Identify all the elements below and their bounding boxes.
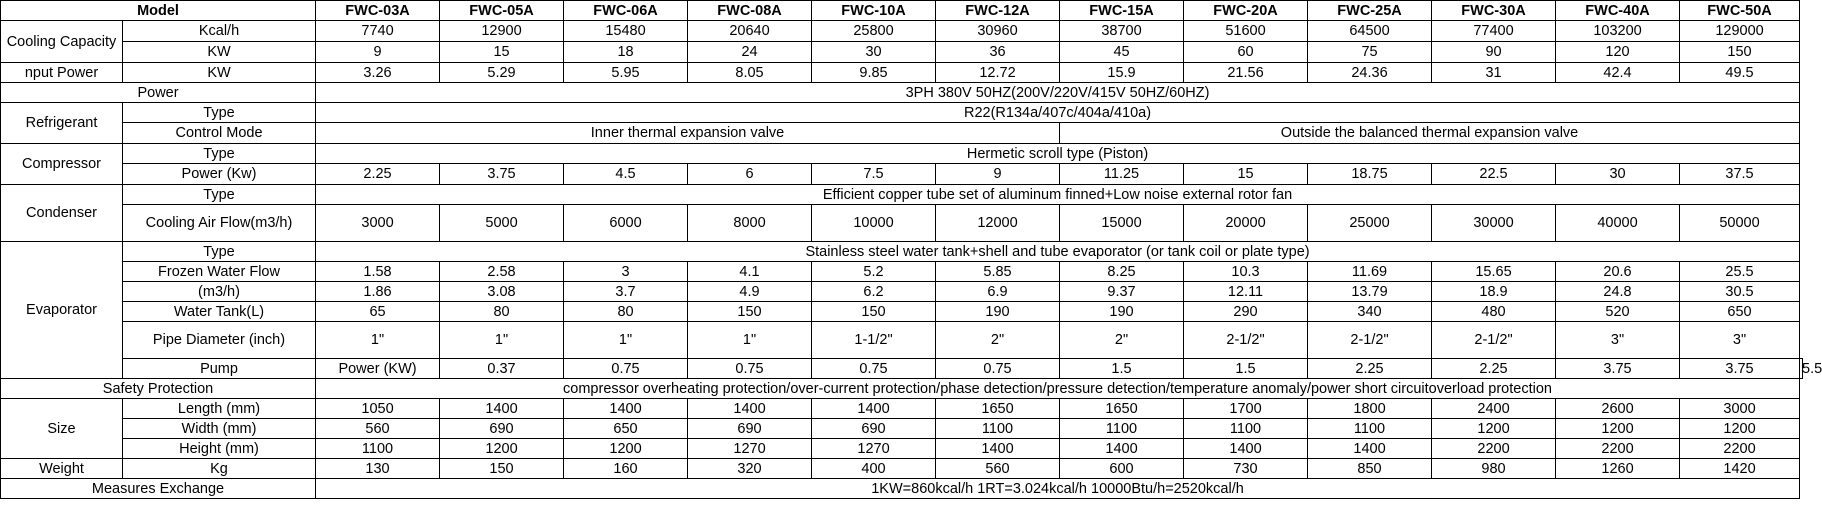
value-cell: 37.5 xyxy=(1680,164,1800,185)
value-cell: 1200 xyxy=(1432,419,1556,439)
value-cell: 150 xyxy=(1680,42,1800,63)
value-cell: 25.5 xyxy=(1680,262,1800,282)
value-cell: 1200 xyxy=(564,439,688,459)
condenser-label: Condenser xyxy=(1,185,123,242)
value-cell: 45 xyxy=(1060,42,1184,63)
value-cell: 0.37 xyxy=(440,359,564,379)
sub-label: Type xyxy=(123,103,316,123)
value-cell: 18.9 xyxy=(1432,282,1556,302)
value-cell: 12900 xyxy=(440,21,564,42)
input-power-label: nput Power xyxy=(1,63,123,83)
value-cell: 1800 xyxy=(1308,399,1432,419)
value-cell: 3.75 xyxy=(1680,359,1800,379)
value-cell: 400 xyxy=(812,459,936,479)
condenser-type-row xyxy=(1,185,1803,205)
header-row xyxy=(1,1,1803,21)
condenser-airflow-row xyxy=(1,205,1803,242)
value-cell: 49.5 xyxy=(1680,63,1800,83)
value-cell: 560 xyxy=(936,459,1060,479)
refrigerant-control-row xyxy=(1,123,1803,144)
value-cell: 520 xyxy=(1556,302,1680,322)
value-cell: 1400 xyxy=(812,399,936,419)
value-cell: 3.75 xyxy=(440,164,564,185)
pump-label: Pump xyxy=(123,359,316,379)
evaporator-label: Evaporator xyxy=(1,242,123,379)
value-cell: 1650 xyxy=(1060,399,1184,419)
value-cell: 5.85 xyxy=(936,262,1060,282)
value-cell: 3" xyxy=(1680,322,1800,359)
compressor-power-row xyxy=(1,164,1803,185)
value-cell: 2-1/2" xyxy=(1184,322,1308,359)
value-cell: 12.11 xyxy=(1184,282,1308,302)
value-cell: 11.69 xyxy=(1308,262,1432,282)
value-cell: 3000 xyxy=(316,205,440,242)
measures-label: Measures Exchange xyxy=(1,479,316,499)
power-label: Power xyxy=(1,83,316,103)
value-cell: 1" xyxy=(316,322,440,359)
value-cell: 1100 xyxy=(1060,419,1184,439)
unit-label: Kg xyxy=(123,459,316,479)
pump-row xyxy=(1,359,1803,379)
sub-label: Type xyxy=(123,242,316,262)
safety-value: compressor overheating protection/over-current protection/phase detection/pressure detection/temperature anomaly/power short circuitoverload protection xyxy=(316,379,1800,399)
value-cell: 7.5 xyxy=(812,164,936,185)
value-cell: 1050 xyxy=(316,399,440,419)
sub-label: Power (Kw) xyxy=(123,164,316,185)
value-cell: 38700 xyxy=(1060,21,1184,42)
value-cell: 15.9 xyxy=(1060,63,1184,83)
value-cell: 12.72 xyxy=(936,63,1060,83)
value-cell: 65 xyxy=(316,302,440,322)
value-cell: 2.25 xyxy=(1432,359,1556,379)
value-cell: 60 xyxy=(1184,42,1308,63)
value-cell: 600 xyxy=(1060,459,1184,479)
value-cell: 75 xyxy=(1308,42,1432,63)
evaporator-flow-row-1 xyxy=(1,262,1803,282)
value-cell: 5.29 xyxy=(440,63,564,83)
value-cell: 150 xyxy=(688,302,812,322)
value-cell: 1270 xyxy=(688,439,812,459)
sub-label: Length (mm) xyxy=(123,399,316,419)
value-cell: 8.25 xyxy=(1060,262,1184,282)
weight-label: Weight xyxy=(1,459,123,479)
value-cell: 1200 xyxy=(1556,419,1680,439)
value-cell: 2.25 xyxy=(1308,359,1432,379)
model-header-cell: FWC-30A xyxy=(1432,1,1556,21)
value-cell: 1-1/2" xyxy=(812,322,936,359)
value-cell: 160 xyxy=(564,459,688,479)
value-cell: 31 xyxy=(1432,63,1556,83)
value-cell: 290 xyxy=(1184,302,1308,322)
value-cell: 1420 xyxy=(1680,459,1800,479)
size-height-row xyxy=(1,439,1803,459)
measures-value: 1KW=860kcal/h 1RT=3.024kcal/h 10000Btu/h=2520kcal/h xyxy=(316,479,1800,499)
value-cell: 1.86 xyxy=(316,282,440,302)
value-cell: 340 xyxy=(1308,302,1432,322)
value-cell: 10.3 xyxy=(1184,262,1308,282)
value-cell: 80 xyxy=(564,302,688,322)
value-cell: 0.75 xyxy=(936,359,1060,379)
value-cell: 22.5 xyxy=(1432,164,1556,185)
value-cell: 0.75 xyxy=(812,359,936,379)
value-cell: 1400 xyxy=(440,399,564,419)
value-cell: 1400 xyxy=(688,399,812,419)
value-cell: 2400 xyxy=(1432,399,1556,419)
weight-row xyxy=(1,459,1803,479)
value-cell: 25000 xyxy=(1308,205,1432,242)
value-cell: 1200 xyxy=(440,439,564,459)
value-cell: 5.5 xyxy=(1800,359,1803,379)
size-width-row xyxy=(1,419,1803,439)
value-cell: 1" xyxy=(564,322,688,359)
value-cell: 1100 xyxy=(1308,419,1432,439)
value-cell: 1" xyxy=(440,322,564,359)
value-cell: 690 xyxy=(440,419,564,439)
value-cell: 1260 xyxy=(1556,459,1680,479)
value-cell: 3 xyxy=(564,262,688,282)
value-cell: 0.75 xyxy=(564,359,688,379)
value-cell: 4.5 xyxy=(564,164,688,185)
value-cell: 2-1/2" xyxy=(1308,322,1432,359)
value-cell: 30.5 xyxy=(1680,282,1800,302)
value-cell: 15480 xyxy=(564,21,688,42)
value-cell: 2" xyxy=(936,322,1060,359)
value-cell: 480 xyxy=(1432,302,1556,322)
evaporator-type-value: Stainless steel water tank+shell and tube evaporator (or tank coil or plate type) xyxy=(316,242,1800,262)
value-cell: 40000 xyxy=(1556,205,1680,242)
value-cell: 5.2 xyxy=(812,262,936,282)
sub-label: Height (mm) xyxy=(123,439,316,459)
value-cell: 0.75 xyxy=(688,359,812,379)
value-cell: 30000 xyxy=(1432,205,1556,242)
value-cell: 190 xyxy=(1060,302,1184,322)
unit-label: KW xyxy=(123,42,316,63)
value-cell: 42.4 xyxy=(1556,63,1680,83)
power-supply-row xyxy=(1,83,1803,103)
value-cell: 190 xyxy=(936,302,1060,322)
value-cell: 3.75 xyxy=(1556,359,1680,379)
evaporator-flow-row-2 xyxy=(1,282,1803,302)
value-cell: 120 xyxy=(1556,42,1680,63)
value-cell: 18.75 xyxy=(1308,164,1432,185)
value-cell: 1400 xyxy=(1060,439,1184,459)
sub-label: Type xyxy=(123,144,316,164)
size-label: Size xyxy=(1,399,123,459)
value-cell: 50000 xyxy=(1680,205,1800,242)
value-cell: 690 xyxy=(688,419,812,439)
control-mode-outside: Outside the balanced thermal expansion valve xyxy=(1060,123,1800,144)
sub-label: Cooling Air Flow(m3/h) xyxy=(123,205,316,242)
unit-label: Kcal/h xyxy=(123,21,316,42)
value-cell: 2.58 xyxy=(440,262,564,282)
measures-row xyxy=(1,479,1803,499)
value-cell: 150 xyxy=(440,459,564,479)
value-cell: 12000 xyxy=(936,205,1060,242)
value-cell: 30 xyxy=(812,42,936,63)
value-cell: 1700 xyxy=(1184,399,1308,419)
value-cell: 90 xyxy=(1432,42,1556,63)
sub-label: (m3/h) xyxy=(123,282,316,302)
model-header-cell: FWC-20A xyxy=(1184,1,1308,21)
value-cell: 1200 xyxy=(1680,419,1800,439)
sub-label: Frozen Water Flow xyxy=(123,262,316,282)
compressor-type-row xyxy=(1,144,1803,164)
value-cell: 24.8 xyxy=(1556,282,1680,302)
value-cell: 650 xyxy=(1680,302,1800,322)
value-cell: 1.5 xyxy=(1184,359,1308,379)
value-cell: 1100 xyxy=(936,419,1060,439)
value-cell: 130 xyxy=(316,459,440,479)
value-cell: 51600 xyxy=(1184,21,1308,42)
compressor-type-value: Hermetic scroll type (Piston) xyxy=(316,144,1800,164)
condenser-type-value: Efficient copper tube set of aluminum finned+Low noise external rotor fan xyxy=(316,185,1800,205)
sub-label: Water Tank(L) xyxy=(123,302,316,322)
value-cell: 650 xyxy=(564,419,688,439)
value-cell: 15000 xyxy=(1060,205,1184,242)
value-cell: 2200 xyxy=(1680,439,1800,459)
value-cell: 1400 xyxy=(936,439,1060,459)
refrigerant-label: Refrigerant xyxy=(1,103,123,144)
value-cell: 1270 xyxy=(812,439,936,459)
model-header-cell: FWC-10A xyxy=(812,1,936,21)
value-cell: 2" xyxy=(1060,322,1184,359)
value-cell: 1.5 xyxy=(1060,359,1184,379)
model-header-cell: FWC-12A xyxy=(936,1,1060,21)
safety-row xyxy=(1,379,1803,399)
value-cell: 4.9 xyxy=(688,282,812,302)
compressor-label: Compressor xyxy=(1,144,123,185)
value-cell: 15.65 xyxy=(1432,262,1556,282)
value-cell: 4.1 xyxy=(688,262,812,282)
value-cell: 320 xyxy=(688,459,812,479)
value-cell: 24.36 xyxy=(1308,63,1432,83)
value-cell: 1.58 xyxy=(316,262,440,282)
value-cell: 18 xyxy=(564,42,688,63)
value-cell: 1400 xyxy=(1184,439,1308,459)
model-header-cell: FWC-06A xyxy=(564,1,688,21)
value-cell: 5000 xyxy=(440,205,564,242)
value-cell: 9 xyxy=(936,164,1060,185)
value-cell: 7740 xyxy=(316,21,440,42)
value-cell: 1" xyxy=(688,322,812,359)
value-cell: 36 xyxy=(936,42,1060,63)
value-cell: 6.9 xyxy=(936,282,1060,302)
value-cell: 2-1/2" xyxy=(1432,322,1556,359)
sub-label: Control Mode xyxy=(123,123,316,144)
sub-label: Pipe Diameter (inch) xyxy=(123,322,316,359)
value-cell: 3000 xyxy=(1680,399,1800,419)
model-header-cell: FWC-50A xyxy=(1680,1,1800,21)
safety-label: Safety Protection xyxy=(1,379,316,399)
refrigerant-type-value: R22(R134a/407c/404a/410a) xyxy=(316,103,1800,123)
evaporator-type-row xyxy=(1,242,1803,262)
value-cell: 150 xyxy=(812,302,936,322)
unit-label: KW xyxy=(123,63,316,83)
value-cell: 5.95 xyxy=(564,63,688,83)
value-cell: 21.56 xyxy=(1184,63,1308,83)
value-cell: 20.6 xyxy=(1556,262,1680,282)
value-cell: 20000 xyxy=(1184,205,1308,242)
model-header-cell: FWC-25A xyxy=(1308,1,1432,21)
value-cell: 3.08 xyxy=(440,282,564,302)
value-cell: 25800 xyxy=(812,21,936,42)
input-power-row xyxy=(1,63,1803,83)
cooling-kcal-row xyxy=(1,21,1803,42)
value-cell: 6 xyxy=(688,164,812,185)
value-cell: 13.79 xyxy=(1308,282,1432,302)
size-length-row xyxy=(1,399,1803,419)
refrigerant-type-row xyxy=(1,103,1803,123)
value-cell: 2600 xyxy=(1556,399,1680,419)
value-cell: 9 xyxy=(316,42,440,63)
value-cell: 30960 xyxy=(936,21,1060,42)
value-cell: 15 xyxy=(440,42,564,63)
value-cell: 560 xyxy=(316,419,440,439)
value-cell: 3.7 xyxy=(564,282,688,302)
cooling-kw-row xyxy=(1,42,1803,63)
value-cell: 1400 xyxy=(564,399,688,419)
value-cell: 129000 xyxy=(1680,21,1800,42)
value-cell: 9.85 xyxy=(812,63,936,83)
value-cell: 2200 xyxy=(1432,439,1556,459)
sub-label: Power (KW) xyxy=(316,359,440,379)
value-cell: 730 xyxy=(1184,459,1308,479)
value-cell: 1650 xyxy=(936,399,1060,419)
value-cell: 8000 xyxy=(688,205,812,242)
value-cell: 2.25 xyxy=(316,164,440,185)
value-cell: 15 xyxy=(1184,164,1308,185)
value-cell: 10000 xyxy=(812,205,936,242)
value-cell: 850 xyxy=(1308,459,1432,479)
value-cell: 9.37 xyxy=(1060,282,1184,302)
value-cell: 103200 xyxy=(1556,21,1680,42)
value-cell: 2200 xyxy=(1556,439,1680,459)
value-cell: 6.2 xyxy=(812,282,936,302)
value-cell: 3" xyxy=(1556,322,1680,359)
value-cell: 11.25 xyxy=(1060,164,1184,185)
evaporator-pipe-row xyxy=(1,322,1803,359)
cooling-capacity-label: Cooling Capacity xyxy=(1,21,123,63)
model-header-cell: FWC-05A xyxy=(440,1,564,21)
power-value: 3PH 380V 50HZ(200V/220V/415V 50HZ/60HZ) xyxy=(316,83,1800,103)
model-header-cell: FWC-15A xyxy=(1060,1,1184,21)
model-header-cell: FWC-40A xyxy=(1556,1,1680,21)
value-cell: 6000 xyxy=(564,205,688,242)
value-cell: 24 xyxy=(688,42,812,63)
control-mode-inner: Inner thermal expansion valve xyxy=(316,123,1060,144)
sub-label: Width (mm) xyxy=(123,419,316,439)
value-cell: 1100 xyxy=(316,439,440,459)
value-cell: 8.05 xyxy=(688,63,812,83)
model-header-cell: FWC-03A xyxy=(316,1,440,21)
value-cell: 30 xyxy=(1556,164,1680,185)
value-cell: 1400 xyxy=(1308,439,1432,459)
value-cell: 20640 xyxy=(688,21,812,42)
value-cell: 77400 xyxy=(1432,21,1556,42)
value-cell: 64500 xyxy=(1308,21,1432,42)
evaporator-tank-row xyxy=(1,302,1803,322)
value-cell: 3.26 xyxy=(316,63,440,83)
sub-label: Type xyxy=(123,185,316,205)
value-cell: 80 xyxy=(440,302,564,322)
model-header-cell: FWC-08A xyxy=(688,1,812,21)
value-cell: 1100 xyxy=(1184,419,1308,439)
value-cell: 980 xyxy=(1432,459,1556,479)
model-header: Model xyxy=(1,1,316,21)
value-cell: 690 xyxy=(812,419,936,439)
